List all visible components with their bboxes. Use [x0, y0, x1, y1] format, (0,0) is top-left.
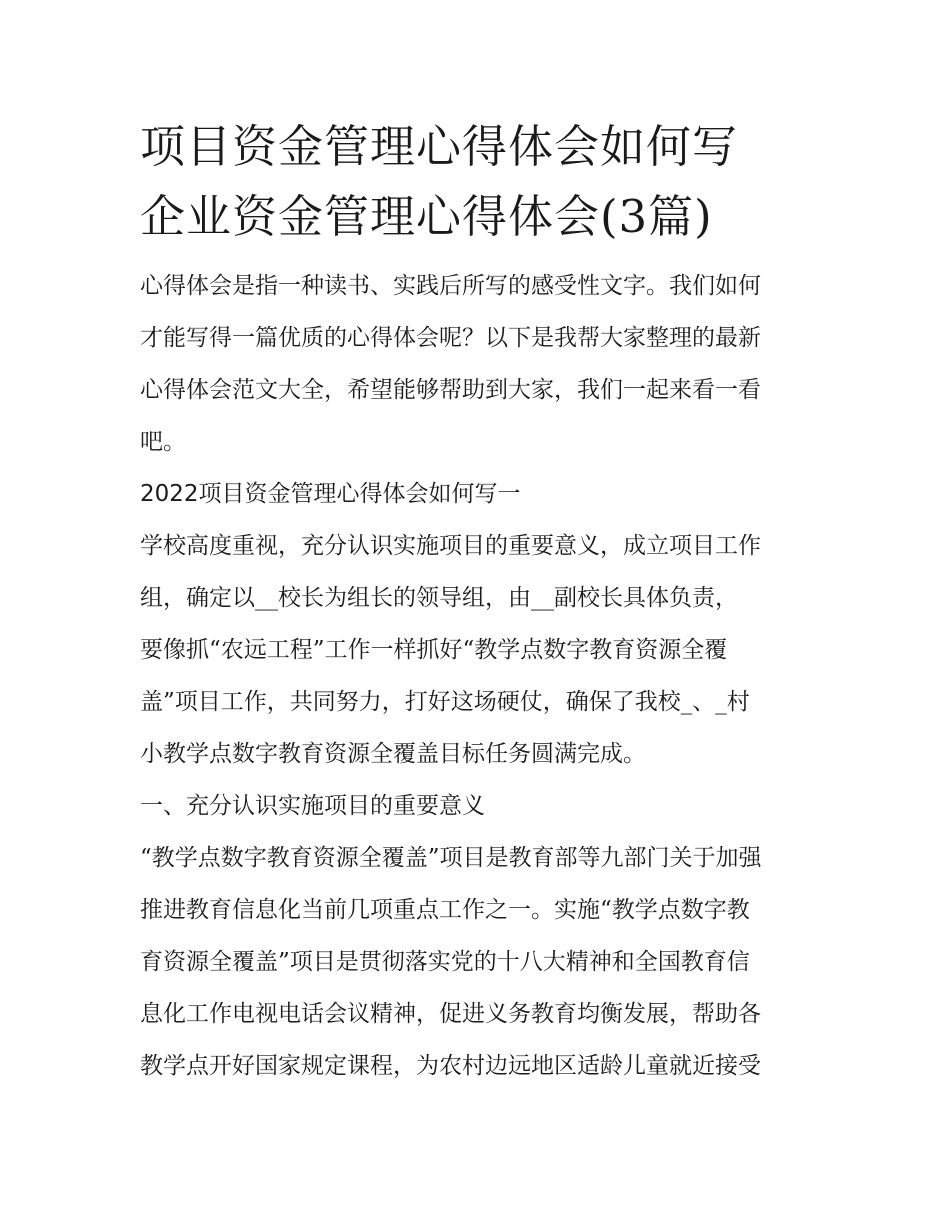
text-line: “教学点数字教育资源全覆盖”项目是教育部等九部门关于加强 — [140, 845, 762, 871]
text-line: 心得体会是指一种读书、实践后所写的感受性文字。我们如何 — [140, 273, 761, 299]
body-paragraph-1 — [140, 520, 830, 780]
text-line: 息化工作电视电话会议精神，促进义务教育均衡发展，帮助各 — [140, 1001, 761, 1027]
text-line: 盖”项目工作，共同努力，打好这场硬仗，确保了我校_、_村 — [140, 689, 750, 715]
text-line: 育资源全覆盖”项目是贯彻落实党的十八大精神和全国教育信 — [140, 949, 750, 975]
text-line: 吧。 — [140, 429, 186, 455]
title-line: 企业资金管理心得体会(3篇) — [140, 190, 713, 243]
text-line: 才能写得一篇优质的心得体会呢？以下是我帮大家整理的最新 — [140, 325, 761, 351]
subheading: 一、充分认识实施项目的重要意义 — [140, 793, 485, 819]
body-paragraph-2 — [140, 832, 830, 1092]
text-line: 心得体会范文大全，希望能够帮助到大家，我们一起来看一看 — [140, 377, 761, 403]
text-line: 要像抓“农远工程”工作一样抓好“教学点数字教育资源全覆 — [140, 637, 728, 663]
document-title — [140, 112, 830, 252]
title-line: 项目资金管理心得体会如何写 — [140, 120, 739, 173]
document-content — [140, 112, 830, 1092]
intro-paragraph — [140, 260, 830, 468]
text-line: 学校高度重视，充分认识实施项目的重要意义，成立项目工作 — [140, 533, 761, 559]
text-line: 教学点开好国家规定课程，为农村边远地区适龄儿童就近接受 — [140, 1053, 761, 1079]
text-line: 推进教育信息化当前几项重点工作之一。实施“教学点数字教 — [140, 897, 750, 923]
section-title: 2022项目资金管理心得体会如何写一 — [140, 481, 521, 507]
text-line: 组，确定以__校长为组长的领导组，由__副校长具体负责， — [140, 585, 738, 611]
text-line: 小教学点数字教育资源全覆盖目标任务圆满完成。 — [140, 741, 646, 767]
